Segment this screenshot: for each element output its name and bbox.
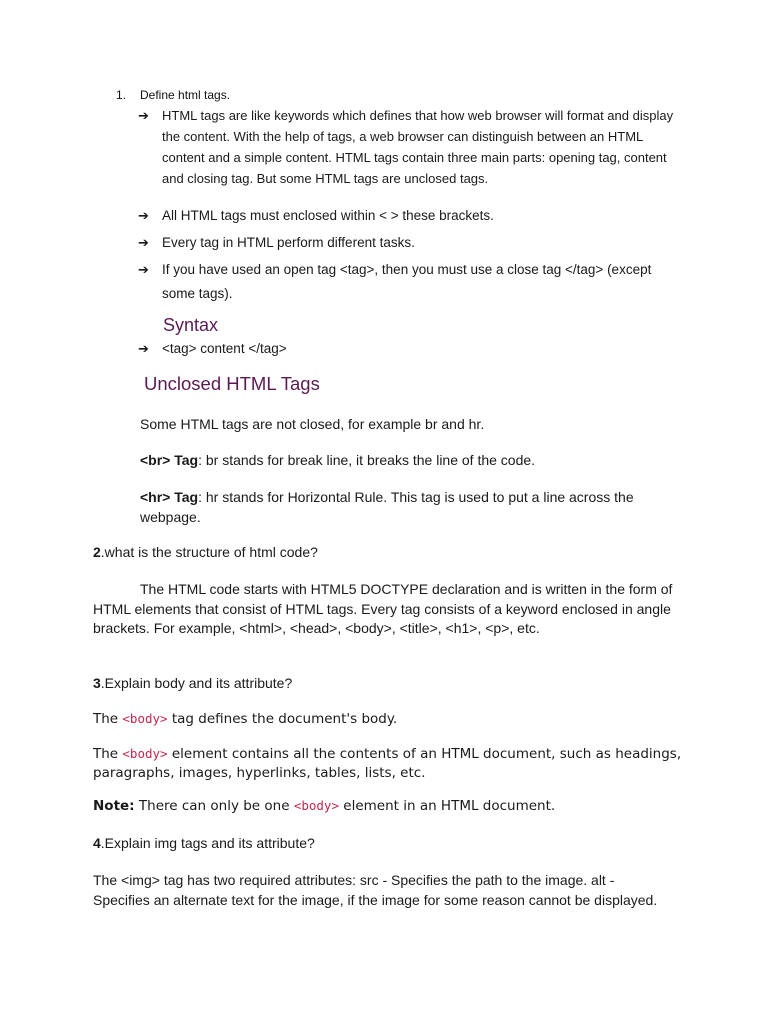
text-segment: The bbox=[93, 746, 123, 762]
bullet-item bbox=[138, 105, 678, 189]
arrow-bullet-icon: ➔ bbox=[138, 208, 149, 223]
bullet-item bbox=[138, 231, 678, 255]
br-tag-text: : br stands for break line, it breaks the line of the code. bbox=[198, 452, 536, 468]
question-number: 2 bbox=[93, 544, 101, 560]
text-segment: element contains all the contents of an HTML document, such as headings, paragraphs, images, hyperlinks, tables, lists, etc. bbox=[93, 746, 682, 781]
bullet-text: <tag> content </tag> bbox=[162, 341, 287, 356]
question-1-heading bbox=[116, 88, 230, 102]
question-title: Define html tags. bbox=[140, 88, 231, 102]
note-line bbox=[93, 797, 683, 816]
question-2-heading bbox=[93, 544, 318, 560]
hr-tag-label: <hr> Tag bbox=[140, 489, 199, 505]
bullet-item bbox=[138, 338, 678, 360]
bullet-text: If you have used an open tag <tag>, then you must use a close tag </tag> (except some tags). bbox=[162, 262, 652, 301]
arrow-bullet-icon: ➔ bbox=[138, 108, 149, 123]
body-definition-line bbox=[93, 710, 683, 729]
question-4-heading bbox=[93, 835, 315, 851]
question-number: 3 bbox=[93, 675, 101, 691]
syntax-heading: Syntax bbox=[163, 315, 219, 335]
question-title: .Explain body and its attribute? bbox=[100, 675, 293, 691]
bullet-text: Every tag in HTML perform different tasks. bbox=[162, 235, 415, 250]
body-code-snippet: <body> bbox=[122, 711, 168, 726]
unclosed-intro-paragraph: Some HTML tags are not closed, for example br and hr. bbox=[140, 416, 485, 432]
unclosed-tags-heading: Unclosed HTML Tags bbox=[144, 373, 320, 394]
question-3-heading bbox=[93, 675, 292, 691]
note-label: Note: bbox=[93, 798, 135, 814]
question-number: 4 bbox=[93, 835, 101, 851]
bullet-item bbox=[138, 258, 678, 306]
br-tag-paragraph bbox=[140, 450, 680, 470]
body-code-snippet: <body> bbox=[293, 798, 339, 813]
text-segment: The bbox=[93, 711, 123, 727]
arrow-bullet-icon: ➔ bbox=[138, 262, 149, 277]
arrow-bullet-icon: ➔ bbox=[138, 341, 149, 356]
body-contents-paragraph bbox=[93, 745, 683, 782]
br-tag-label: <br> Tag bbox=[140, 452, 199, 468]
question-number: 1. bbox=[116, 88, 127, 102]
structure-paragraph: The HTML code starts with HTML5 DOCTYPE declaration and is written in the form of HTML elements that consist of HTML tags. Every tag consists of a keyword enclosed in angle brackets. For example, <html>, <head>, <body>, <title>, <h1>, <p>, etc. bbox=[93, 581, 673, 636]
arrow-bullet-icon: ➔ bbox=[138, 235, 149, 250]
text-segment: element in an HTML document. bbox=[338, 798, 556, 814]
img-tag-paragraph: The <img> tag has two required attributes: src - Specifies the path to the image. alt - Specifies an alternate text for the image, if the image for some reason cannot be displayed. bbox=[93, 872, 658, 908]
bullet-text: HTML tags are like keywords which defines that how web browser will format and display the content. With the help of tags, a web browser can distinguish between an HTML content and a simple content. HTML tags contain three main parts: opening tag, content and closing tag. But some HTML tags are unclosed tags. bbox=[162, 108, 674, 186]
body-code-snippet: <body> bbox=[122, 746, 168, 761]
bullet-text: All HTML tags must enclosed within < > these brackets. bbox=[162, 208, 494, 223]
question-title: .what is the structure of html code? bbox=[100, 544, 318, 560]
hr-tag-text: : hr stands for Horizontal Rule. This tag is used to put a line across the webpage. bbox=[140, 489, 634, 525]
text-segment: tag defines the document's body. bbox=[167, 711, 398, 727]
bullet-item bbox=[138, 204, 678, 228]
question-title: .Explain img tags and its attribute? bbox=[100, 835, 315, 851]
text-segment: There can only be one bbox=[134, 798, 294, 814]
hr-tag-paragraph bbox=[140, 487, 680, 527]
